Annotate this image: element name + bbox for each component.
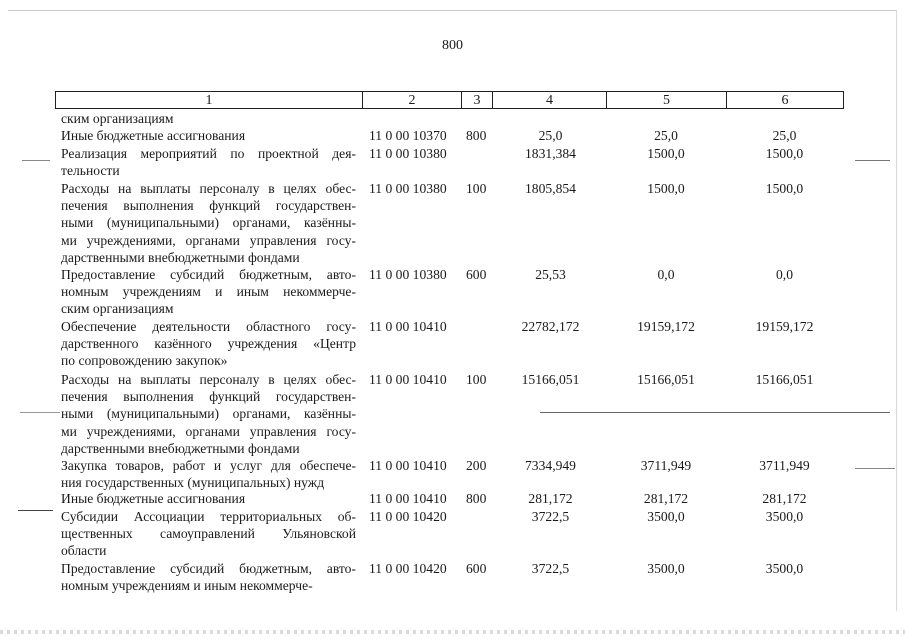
description-line: Иные бюджетные ассигнования [61, 128, 246, 143]
row-code: 11 0 00 10380 [369, 146, 447, 161]
description-line: ными (муниципальными) органами, казённы- [61, 406, 356, 422]
row-value-5: 3711,949 [640, 458, 692, 473]
row-value-6: 3711,949 [759, 458, 810, 473]
description-line: ми учреждениями, органами управления госу- [61, 423, 356, 439]
row-code: 11 0 00 10380 [369, 181, 447, 196]
description-line: номным учреждениям и иным некоммерче- [61, 284, 356, 300]
row-value-6: 0,0 [776, 267, 793, 282]
description-line: ными (муниципальными) органами, казённы- [61, 215, 356, 231]
row-value-4: 3722,5 [531, 509, 570, 524]
header-cell-2: 2 [362, 91, 462, 109]
description-line: Закупка товаров, работ и услуг для обеспече- [61, 458, 356, 473]
row-value-4: 1831,384 [525, 146, 576, 161]
row-value-5: 25,0 [654, 128, 678, 143]
description-line: ми учреждениями, органами управления госу- [61, 232, 356, 248]
row-code: 11 0 00 10370 [369, 128, 447, 143]
row-description [61, 318, 356, 370]
row-value-5: 19159,172 [637, 319, 695, 334]
description-line: дарственными внебюджетными фондами [61, 440, 300, 456]
description-line: печения выполнения функций государствен- [61, 389, 356, 405]
row-value-6: 1500,0 [765, 181, 804, 196]
row-value-5: 3500,0 [647, 561, 685, 576]
header-cell-4: 4 [492, 91, 607, 109]
row-description [61, 490, 356, 507]
description-line: области [61, 543, 107, 559]
row-value-6: 3500,0 [765, 509, 804, 524]
header-cell-3: 3 [461, 91, 493, 109]
row-expense-type: 100 [466, 181, 487, 196]
row-value-5: 281,172 [643, 491, 689, 506]
description-line: Иные бюджетные ассигнования [61, 491, 246, 506]
description-line: номным учреждениям и иным некоммерче- [61, 578, 313, 594]
row-value-4: 22782,172 [521, 319, 580, 334]
scan-line [855, 160, 890, 161]
description-line: Расходы на выплаты персоналу в целях обес- [61, 372, 356, 387]
row-value-5: 1500,0 [647, 146, 685, 161]
row-expense-type: 100 [466, 372, 487, 387]
description-line: Субсидии Ассоциации территориальных об- [61, 509, 356, 524]
row-expense-type: 600 [466, 267, 487, 282]
row-value-6: 19159,172 [755, 319, 814, 334]
row-value-4: 15166,051 [521, 372, 580, 387]
row-value-5: 3500,0 [647, 509, 685, 524]
header-cell-1: 1 [55, 91, 363, 109]
description-line: Предоставление субсидий бюджетным, авто- [61, 561, 356, 576]
scan-line [20, 412, 60, 413]
scan-line [22, 160, 50, 161]
row-value-6: 25,0 [772, 128, 797, 143]
description-line: Обеспечение деятельности областного госу- [61, 319, 356, 334]
row-code: 11 0 00 10410 [369, 372, 447, 387]
row-value-6: 281,172 [762, 491, 807, 506]
row-code: 11 0 00 10410 [369, 319, 447, 334]
row-value-6: 1500,0 [765, 146, 804, 161]
row-code: 11 0 00 10410 [369, 491, 447, 506]
description-line: печения выполнения функций государствен- [61, 198, 356, 214]
header-cell-5: 5 [606, 91, 727, 109]
description-line: Реализация мероприятий по проектной дея- [61, 146, 356, 161]
carry-over-text: ским организациям [61, 111, 174, 126]
description-line: ским организациям [61, 301, 174, 317]
row-description [61, 457, 356, 491]
row-value-4: 281,172 [528, 491, 573, 506]
row-expense-type: 800 [466, 491, 487, 506]
description-line: ния государственных (муниципальных) нужд [61, 475, 325, 491]
row-code: 11 0 00 10420 [369, 509, 447, 524]
description-line: Предоставление субсидий бюджетным, авто- [61, 267, 356, 282]
header-cell-6: 6 [726, 91, 844, 109]
row-code: 11 0 00 10380 [369, 267, 447, 282]
row-value-6: 3500,0 [765, 561, 804, 576]
row-value-4: 25,53 [535, 267, 566, 282]
description-line: дарственными внебюджетными фондами [61, 249, 300, 265]
description-line: тельности [61, 163, 120, 179]
scan-line [540, 412, 890, 413]
row-value-5: 15166,051 [637, 372, 695, 387]
row-description [61, 266, 356, 318]
row-description [61, 560, 356, 594]
scan-line [18, 510, 53, 511]
row-description [61, 371, 356, 457]
row-expense-type: 200 [466, 458, 487, 473]
row-value-5: 0,0 [657, 267, 675, 282]
page-number: 800 [442, 38, 463, 53]
row-code: 11 0 00 10420 [369, 561, 447, 576]
row-description [61, 145, 356, 179]
description-line: Расходы на выплаты персоналу в целях обес- [61, 181, 356, 196]
row-code: 11 0 00 10410 [369, 458, 447, 473]
row-description [61, 127, 356, 144]
description-line: по сопровождению закупок» [61, 353, 228, 369]
scan-line [855, 468, 895, 469]
row-expense-type: 600 [466, 561, 487, 576]
row-description [61, 508, 356, 560]
description-line: дарственного казённого учреждения «Центр [61, 336, 356, 352]
scan-noise [0, 630, 905, 634]
description-line: щественных самоуправлений Ульяновской [61, 526, 356, 542]
row-value-4: 7334,949 [525, 458, 576, 473]
row-value-4: 1805,854 [525, 181, 576, 196]
row-value-5: 1500,0 [647, 181, 685, 196]
row-value-4: 25,0 [538, 128, 563, 143]
row-value-6: 15166,051 [755, 372, 814, 387]
row-description [61, 180, 356, 266]
row-expense-type: 800 [466, 128, 487, 143]
row-value-4: 3722,5 [531, 561, 570, 576]
